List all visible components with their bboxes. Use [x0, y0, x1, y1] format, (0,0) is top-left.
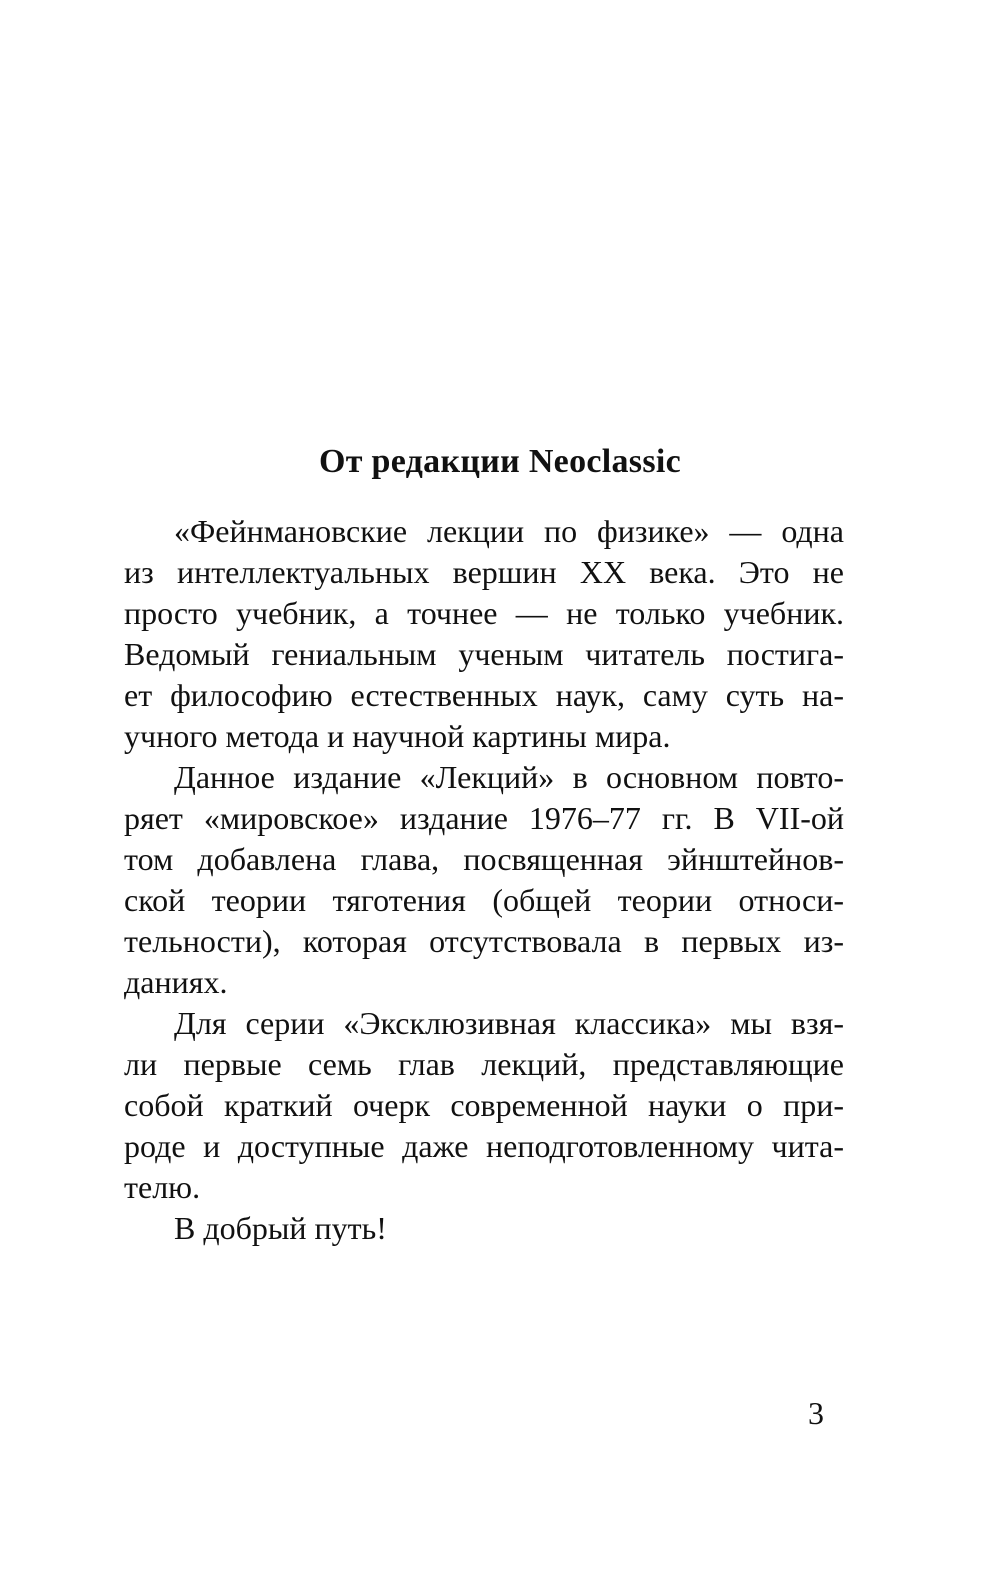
body-text [124, 511, 844, 1249]
page-number: 3 [808, 1395, 824, 1431]
text-line: просто учебник, а точнее — не только учебник. [124, 595, 844, 631]
text-line: В добрый путь! [174, 1210, 387, 1246]
text-line: том добавлена глава, посвященная эйнштейнов- [124, 841, 844, 877]
paragraph-4 [124, 1208, 844, 1249]
text-line: роде и доступные даже неподготовленному чита- [124, 1128, 844, 1164]
paragraph-1 [124, 511, 844, 757]
text-line: учного метода и научной картины мира. [124, 718, 671, 754]
text-line: из интеллектуальных вершин XX века. Это не [124, 554, 844, 590]
text-line: телю. [124, 1169, 201, 1205]
text-line: собой краткий очерк современной науки о при- [124, 1087, 844, 1123]
text-line: Данное издание «Лекций» в основном повто- [174, 759, 844, 795]
text-line: ской теории тяготения (общей теории относи- [124, 882, 844, 918]
paragraph-3 [124, 1003, 844, 1208]
text-line: «Фейнмановские лекции по физике» — одна [174, 513, 844, 549]
text-line: ет философию естественных наук, саму суть на- [124, 677, 844, 713]
text-line: Ведомый гениальным ученым читатель постига- [124, 636, 844, 672]
section-title: От редакции Neoclassic [318, 443, 682, 480]
paragraph-2 [124, 757, 844, 1003]
text-line: тельности), которая отсутствовала в первых из- [124, 923, 844, 959]
text-line: Для серии «Эксклюзивная классика» мы взя- [174, 1005, 844, 1041]
text-line: даниях. [124, 964, 228, 1000]
text-line: ли первые семь глав лекций, представляющие [124, 1046, 844, 1082]
text-line: ряет «мировское» издание 1976–77 гг. В VII-ой [124, 800, 844, 836]
